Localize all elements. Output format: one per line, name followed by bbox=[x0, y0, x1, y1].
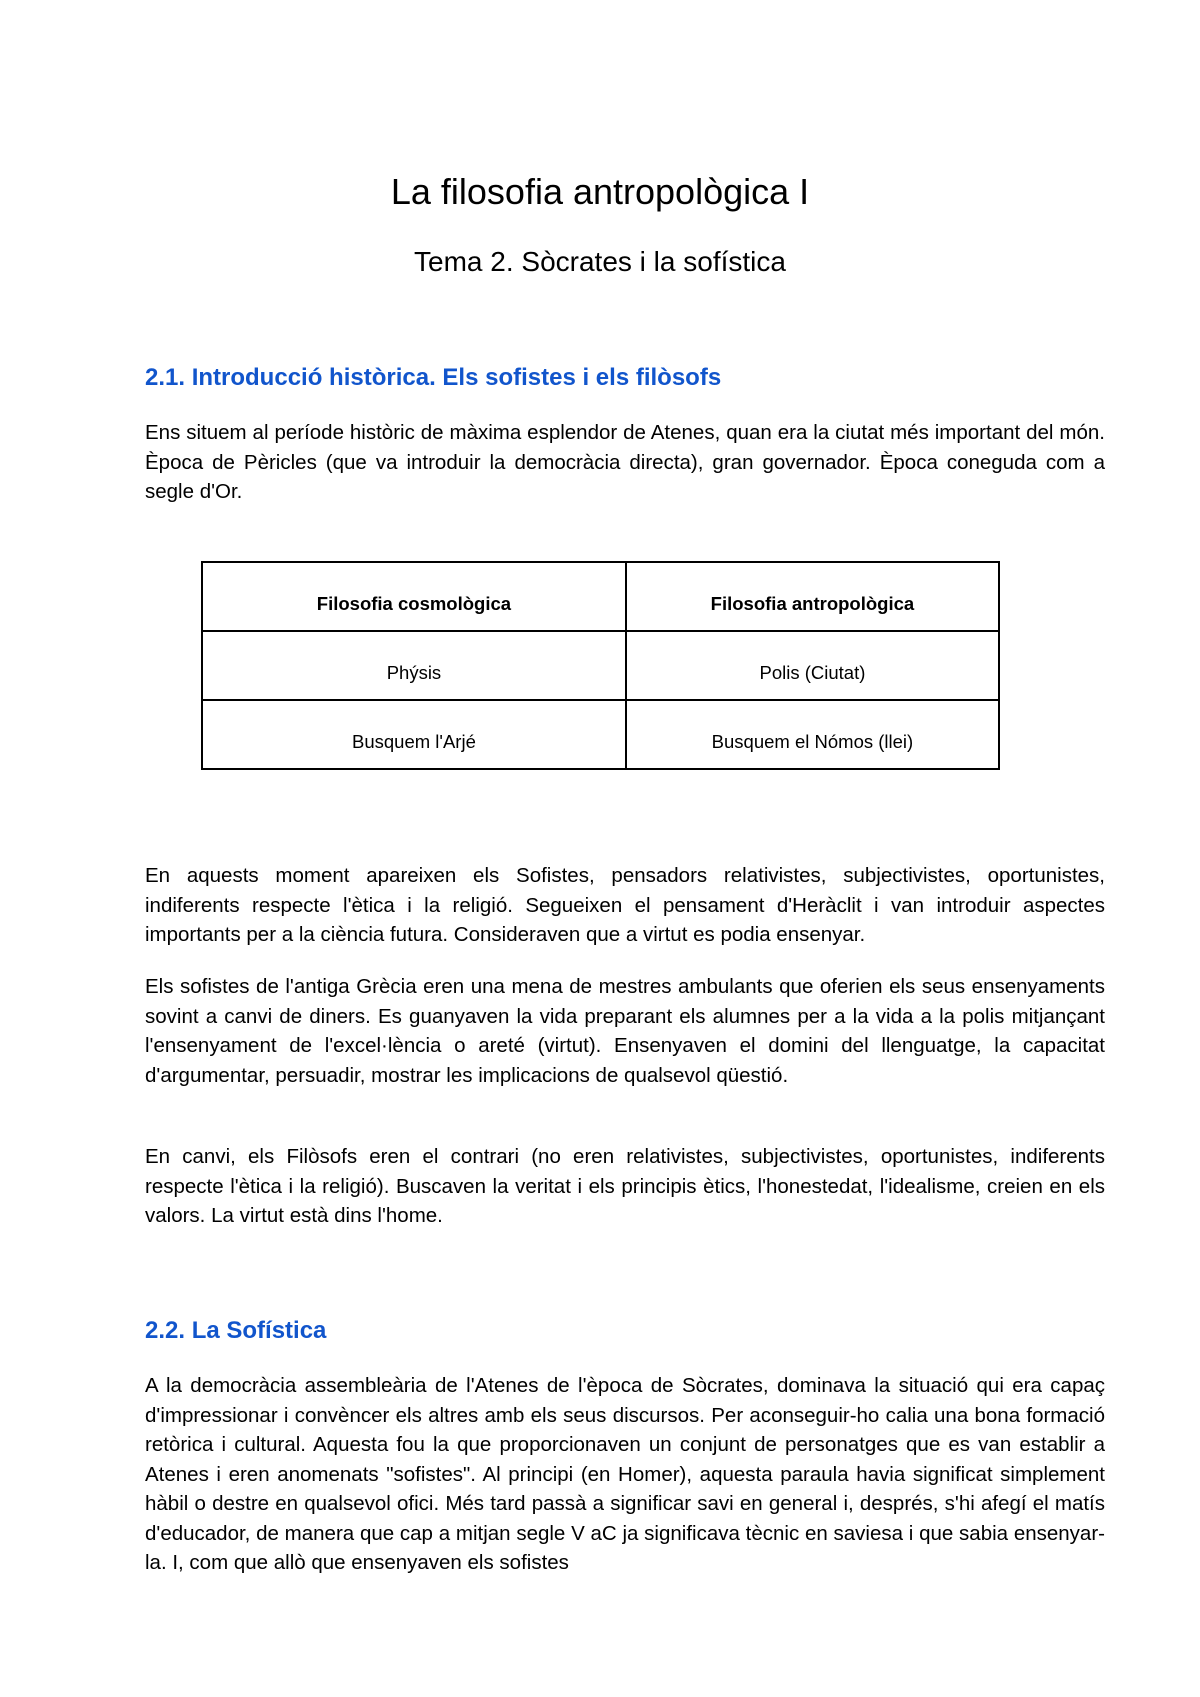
table-cell: Busquem el Nómos (llei) bbox=[626, 700, 999, 769]
section-heading-2-2: 2.2. La Sofística bbox=[145, 1317, 327, 1344]
paragraph-sofistes-grecia: Els sofistes de l'antiga Grècia eren una mena de mestres ambulants que oferien els seus ensenyaments sovint a canvi de diners. Es guanyaven la vida preparant els alumnes per a la vida a la polis mitjançant l'ensenyament de l'excel·lència o areté (virtut). Ensenyaven el domini del llenguatge, la capacitat d'argumentar, persuadir, mostrar les implicacions de qualsevol qüestió. bbox=[145, 975, 1105, 1087]
paragraph-sofistes: En aquests moment apareixen els Sofistes, pensadors relativistes, subjectivistes, oportunistes, indiferents respecte l'ètica i la religió. Segueixen el pensament d'Heràclit i van introduir aspectes importants per a la ciència futura. Consideraven que a virtut es podia ensenyar. bbox=[145, 864, 1105, 946]
paragraph-filosofs: En canvi, els Filòsofs eren el contrari (no eren relativistes, subjectivistes, oportunistes, indiferents respecte l'ètica i la religió). Buscaven la veritat i els principis ètics, l'honestedat, l'idealisme, creien en els valors. La virtut està dins l'home. bbox=[145, 1145, 1105, 1227]
comparison-table bbox=[201, 561, 1000, 770]
table-header-row bbox=[202, 562, 999, 631]
document-subtitle: Tema 2. Sòcrates i la sofística bbox=[414, 246, 786, 277]
paragraph-sofistica: A la democràcia assembleària de l'Atenes de l'època de Sòcrates, dominava la situació qui era capaç d'impressionar i convèncer els altres amb els seus discursos. Per aconseguir-ho calia una bona formació retòrica i cultural. Aquesta fou la que proporcionaven un conjunt de personatges que es van establir a Atenes i eren anomenats "sofistes". Al principi (en Homer), aquesta paraula havia significat simplement hàbil o destre en qualsevol ofici. Més tard passà a significar savi en general i, després, s'hi afegí el matís d'educador, de manera que cap a mitjan segle V aC ja significava tècnic en saviesa i que sabia ensenyar-la. I, com que allò que ensenyaven els sofistes bbox=[145, 1374, 1105, 1574]
intro-paragraph: Ens situem al període històric de màxima esplendor de Atenes, quan era la ciutat més important del món. Època de Pèricles (que va introduir la democràcia directa), gran governador. Època coneguda com a segle d'Or. bbox=[145, 421, 1105, 503]
table-header-cell: Filosofia cosmològica bbox=[202, 562, 626, 631]
table-cell: Polis (Ciutat) bbox=[626, 631, 999, 700]
table-cell: Busquem l'Arjé bbox=[202, 700, 626, 769]
section-heading-2-1: 2.1. Introducció històrica. Els sofistes i els filòsofs bbox=[145, 364, 722, 391]
table-cell: Phýsis bbox=[202, 631, 626, 700]
table-row bbox=[202, 631, 999, 700]
document-title: La filosofia antropològica I bbox=[390, 171, 810, 212]
table-header-cell: Filosofia antropològica bbox=[626, 562, 999, 631]
table-row bbox=[202, 700, 999, 769]
